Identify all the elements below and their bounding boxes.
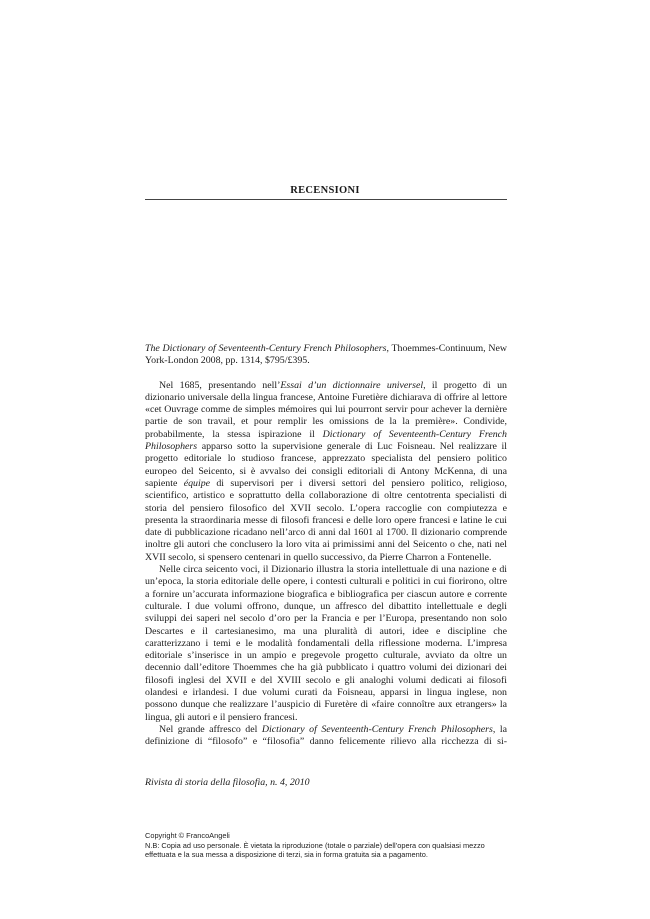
notice-line-2: effettuata e la sua messa a disposizione di terzi, sia in forma gratuita sia a pagamento. <box>145 850 428 860</box>
copyright-footer <box>145 831 485 860</box>
journal-citation: Rivista di storia della filosofia, n. 4, 2010 <box>145 777 310 788</box>
paragraph-3: Nel grande affresco del Dictionary of Seventeenth-Century French Philosophers, la definizione di “filosofo” e “filosofia” danno felicemente rilievo alla ricchezza di si- <box>145 723 507 748</box>
section-title: RECENSIONI <box>290 185 360 196</box>
essai-title: Essai d’un dictionnaire universel <box>280 379 424 391</box>
notice-line-1: N.B: Copia ad uso personale. È vietata la riproduzione (totale o parziale) dell’opera con qualsiasi mezzo <box>145 840 485 850</box>
copyright-line: Copyright © FrancoAngeli <box>145 831 230 840</box>
book-reference <box>145 343 507 368</box>
paragraph-2: Nelle circa seicento voci, il Dizionario illustra la storia intellettuale di una nazione e di un’epoca, la storia editoriale delle opere, i contesti culturali e politici in cui fiorirono, oltre a fornire un’accurata informazione biografica e bibliografica per ciascun autore e corrente culturale. I due volumi offrono, dunque, un affresco del dibattito intellettuale e degli sviluppi dei saperi nel secolo d’oro per la Francia e per l’Europa, presentando non solo Descartes e il cartesianesimo, ma una pluralità di autori, idee e discipline che caratterizzano i temi e le modalità fondamentali della riflessione moderna. L’impresa editoriale s’inserisce in un ampio e pregevole progetto culturale, avviato da oltre un decennio dall’editore Thoemmes che ha già pubblicato i quattro volumi dei dizionari dei filosofi inglesi del XVII e del XVIII secolo e gli analoghi volumi dedicati ai filosofi olandesi e irlandesi. I due volumi curati da Foisneau, apparsi in lingua inglese, non possono dunque che realizzare l’auspicio di Furetère di «faire connoître aux etrangers» la lingua, gli autori e il pensiero francesi. <box>145 564 507 723</box>
book-title: The Dictionary of Seventeenth-Century French Philosophers <box>145 343 387 354</box>
review-body <box>145 343 507 749</box>
paragraph-1: Nel 1685, presentando nell’Essai d’un dictionnaire universel, il progetto di un dizionario universale della lingua francese, Antoine Furetière dichiarava di offrire al lettore «cet Ouvrage comme de simples mémoires qui lui pourront servir pour achever la dernière partie de son travail, et pour remplir les omissions de la la première». Condivide, probabilmente, la stessa ispirazione il Dictionary of Seventeenth-Century French Philosophers apparso sotto la supervisione generale di Luc Foisneau. Nel realizzare il progetto editoriale lo studioso francese, apprezzato specialista del pensiero politico europeo del Seicento, si è avvalso dei consigli editoriali di Antony McKenna, di una sapiente équipe di supervisori per i diversi settori del pensiero politico, religioso, scientifico, artistico e soprattutto della collaborazione di oltre centotrenta specialisti di storia del pensiero filosofico del XVII secolo. L’opera raccoglie con compiutezza e presenta la straordinaria messe di filosofi francesi e delle loro opere francesi e latine le cui date di pubblicazione ricadano nell’arco di anni dal 1601 al 1700. Il dizionario comprende inoltre gli autori che conclusero la loro vita ai primissimi anni del Seicento o che, nati nel XVII secolo, si spensero centenari in quello successivo, da Pierre Charron a Fontenelle. <box>145 379 507 563</box>
equipe-word: équipe <box>183 477 211 489</box>
dictionary-title: Dictionary of Seventeenth-Century French Philosophers <box>145 428 507 453</box>
header-divider <box>145 199 507 200</box>
dictionary-title: Dictionary of Seventeenth-Century French Philosophers <box>261 723 493 735</box>
book-publication: , Thoemmes-Continuum, New York-London 2008, pp. 1314, $795/£395. <box>145 343 507 367</box>
